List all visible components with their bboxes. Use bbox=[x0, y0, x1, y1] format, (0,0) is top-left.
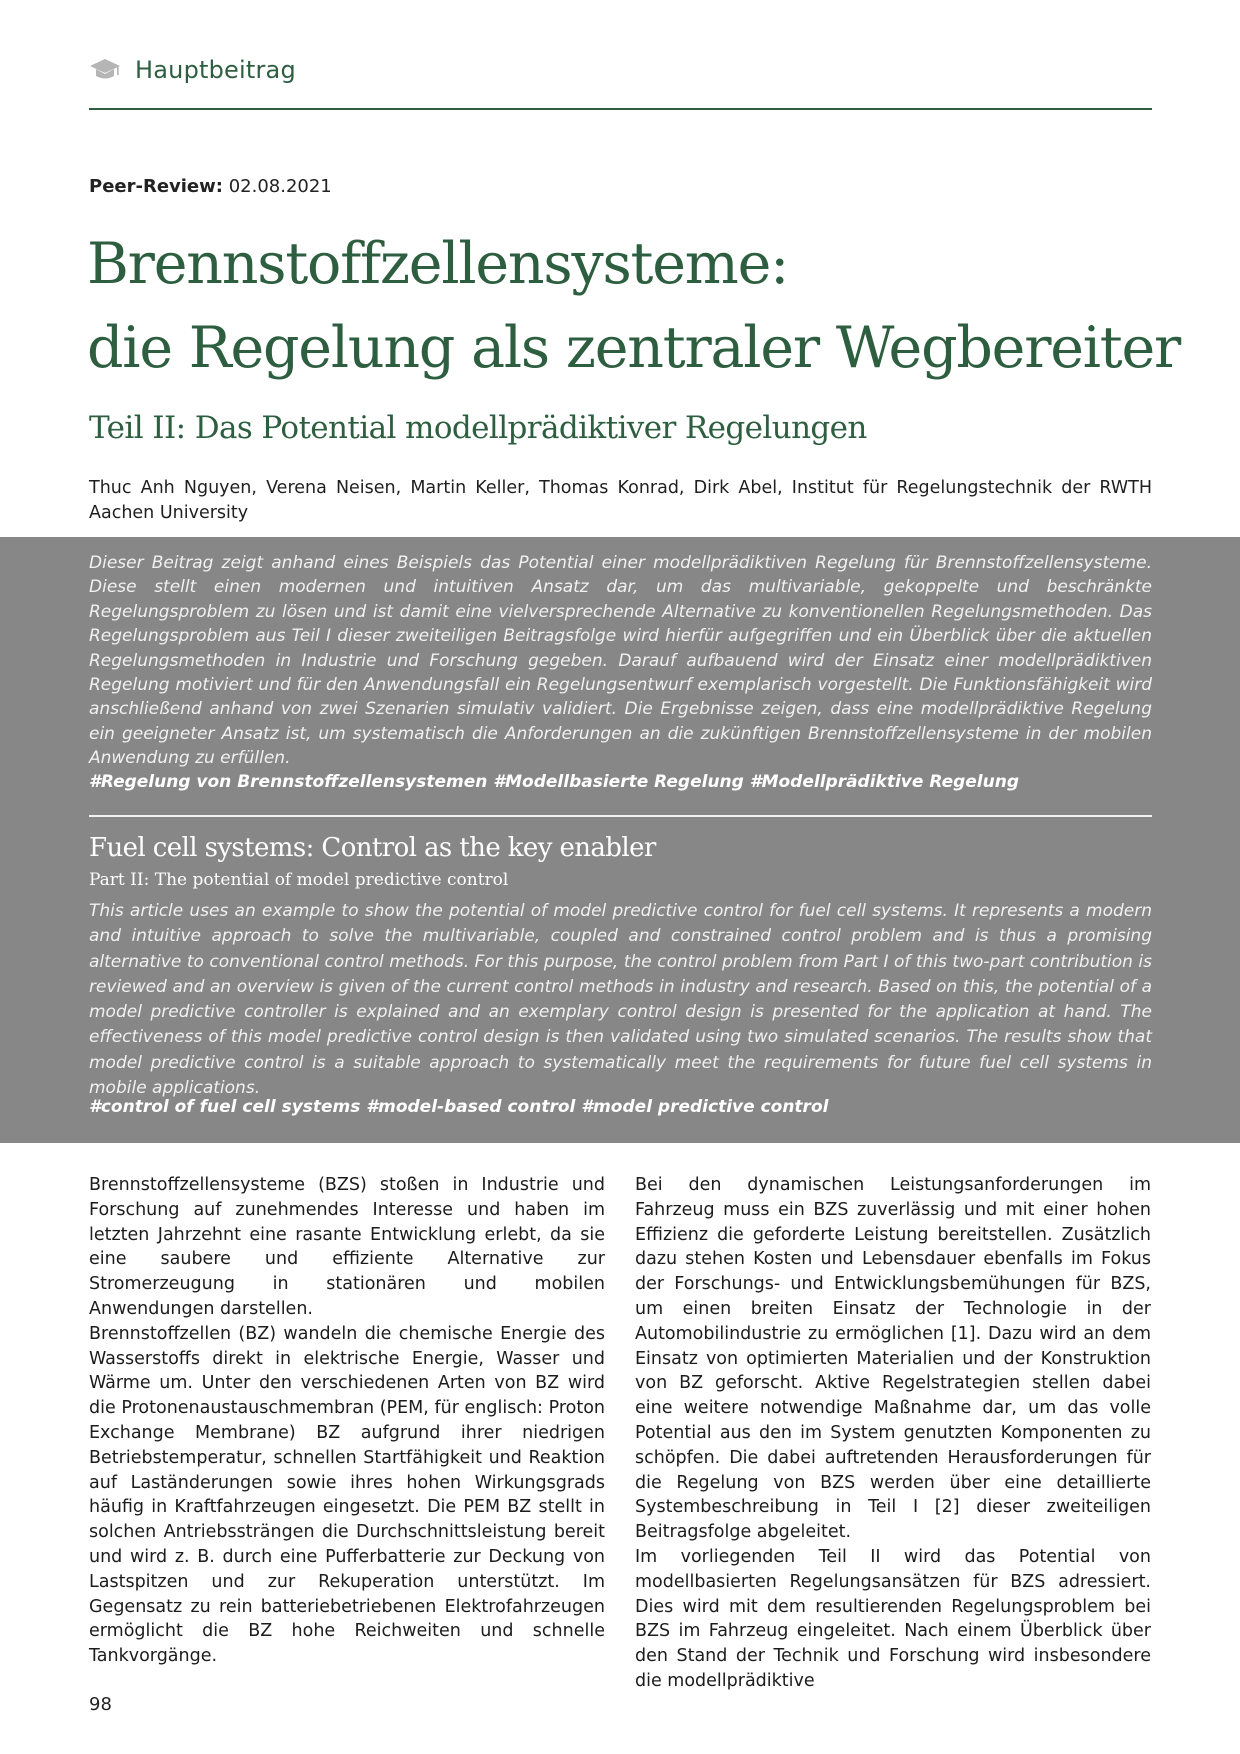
body-paragraph: Im vorliegenden Teil II wird das Potential von modellbasierten Regelungsansätzen für BZS adressiert. Dies wird mit dem resultierenden Regelungsproblem bei BZS im Fahrzeug eingeleitet. Nach einem Überblick über den Stand der Technik und Forschung wird insbesondere die modellprädiktive bbox=[635, 1546, 1151, 1691]
body-paragraph: Brennstoffzellen (BZ) wandeln die chemische Energie des Wasserstoffs direkt in elektrische Energie, Wasser und Wärme um. Unter den verschiedenen Arten von BZ wird die Protonenaustauschmembran (PEM, für englisch: Proton Exchange Membrane) BZ aufgrund ihrer niedrigen Betriebstemperatur, schnellen Startfähigkeit und Reaktion auf Laständerungen sowie ihres hohen Wirkungsgrads häufig in Kraftfahrzeugen eingesetzt. Die PEM BZ stellt in solchen Antriebssträngen die Durchschnittsleistung bereit und wird z. B. durch eine Pufferbatterie zur Deckung von Lastspitzen und zur Rekuperation unterstützt. Im Gegensatz zu rein batteriebetriebenen Elektrofahrzeugen ermöglicht die BZ hohe Reichweiten und schnelle Tankvorgänge. bbox=[89, 1323, 605, 1667]
abstract-english: This article uses an example to show the potential of model predictive control for fuel cell systems. It represents a modern and intuitive approach to solve the multivariable, coupled and constrained control problem and is thus a promising alternative to conventional control methods. For this purpose, the control problem from Part I of this two-part contribution is reviewed and an overview is given of the current control methods in industry and research. Based on this, the potential of a model predictive controller is explained and an exemplary control design is presented for the application at hand. The effectiveness of this model predictive control design is then validated using two simulated scenarios. The results show that model predictive control is a suitable approach to systematically meet the requirements for future fuel cell systems in mobile applications. bbox=[89, 901, 1152, 1099]
english-subtitle: Part II: The potential of model predictive control bbox=[89, 870, 509, 890]
article-title bbox=[87, 222, 1181, 390]
body-paragraph: Bei den dynamischen Leistungsanforderungen im Fahrzeug muss ein BZS zuverlässig und mit einer hohen Effizienz die geforderte Leistung bereitstellen. Zusätzlich dazu stehen Kosten und Lebensdauer ebenfalls im Fokus der Forschungs- und Entwicklungsbemühungen für BZS, um einen breiten Einsatz der Technologie in der Automobilindustrie zu ermöglichen [1]. Dazu wird an dem Einsatz von optimierten Materialien und der Konstruktion von BZ geforscht. Aktive Regelstrategien stellen dabei eine weitere notwendige Maßnahme dar, um das volle Potential aus den im System genutzten Komponenten zu schöpfen. Die dabei auftretenden Herausforderungen für die Regelung von BZS werden über eine detaillierte Systembeschreibung in Teil I [2] dieser zweiteiligen Beitragsfolge abgeleitet. bbox=[635, 1175, 1151, 1543]
keywords-german: #Regelung von Brennstoffzellensystemen #Modellbasierte Regelung #Modellprädiktive Regelung bbox=[89, 772, 1020, 792]
article-title-line-2: die Regelung als zentraler Wegbereiter bbox=[87, 315, 1181, 381]
abstract-divider bbox=[89, 815, 1152, 817]
english-title: Fuel cell systems: Control as the key enabler bbox=[89, 833, 656, 863]
page-number: 98 bbox=[89, 1694, 112, 1715]
article-title-line-1: Brennstoffzellensysteme: bbox=[87, 231, 789, 297]
peer-review-label: Peer-Review: bbox=[89, 176, 223, 197]
article-subtitle: Teil II: Das Potential modellprädiktiver Regelungen bbox=[89, 410, 867, 446]
peer-review-date: 02.08.2021 bbox=[228, 176, 332, 197]
section-header bbox=[89, 50, 1152, 110]
author-list: Thuc Anh Nguyen, Verena Neisen, Martin Keller, Thomas Konrad, Dirk Abel, Institut für Regelungstechnik der RWTH Aachen University bbox=[89, 478, 1152, 523]
graduation-cap-icon bbox=[89, 58, 121, 82]
body-paragraph: Brennstoffzellensysteme (BZS) stoßen in Industrie und Forschung auf zunehmendes Interesse und haben im letzten Jahrzehnt eine rasante Entwicklung erlebt, da sie eine saubere und effiziente Alternative zur Stromerzeugung in stationären und mobilen Anwendungen darstellen. bbox=[89, 1175, 605, 1319]
body-column-left bbox=[89, 1173, 605, 1669]
peer-review-line bbox=[89, 176, 332, 197]
body-column-right bbox=[635, 1173, 1151, 1694]
section-label: Hauptbeitrag bbox=[135, 56, 296, 84]
keywords-english: #control of fuel cell systems #model-based control #model predictive control bbox=[89, 1097, 829, 1117]
abstract-german: Dieser Beitrag zeigt anhand eines Beispiels das Potential einer modellprädiktiven Regelung für Brennstoffzellensysteme. Diese stellt einen modernen und intuitiven Ansatz dar, um das multivariable, gekoppelte und beschränkte Regelungsproblem zu lösen und ist damit eine vielversprechende Alternative zu konventionellen Regelungsmethoden. Das Regelungsproblem aus Teil I dieser zweiteiligen Beitragsfolge wird hierfür aufgegriffen und ein Überblick über die aktuellen Regelungsmethoden in Industrie und Forschung gegeben. Darauf aufbauend wird der Einsatz einer modellprädiktiven Regelung motiviert und für den Anwendungsfall ein Regelungsentwurf exemplarisch vorgestellt. Die Funktionsfähigkeit wird anschließend anhand von zwei Szenarien simulativ validiert. Die Ergebnisse zeigen, dass eine modellprädiktive Regelung ein geeigneter Ansatz ist, um systematisch die Anforderungen an die zukünftigen Brennstoffzellensysteme in der mobilen Anwendung zu erfüllen. bbox=[89, 553, 1152, 769]
